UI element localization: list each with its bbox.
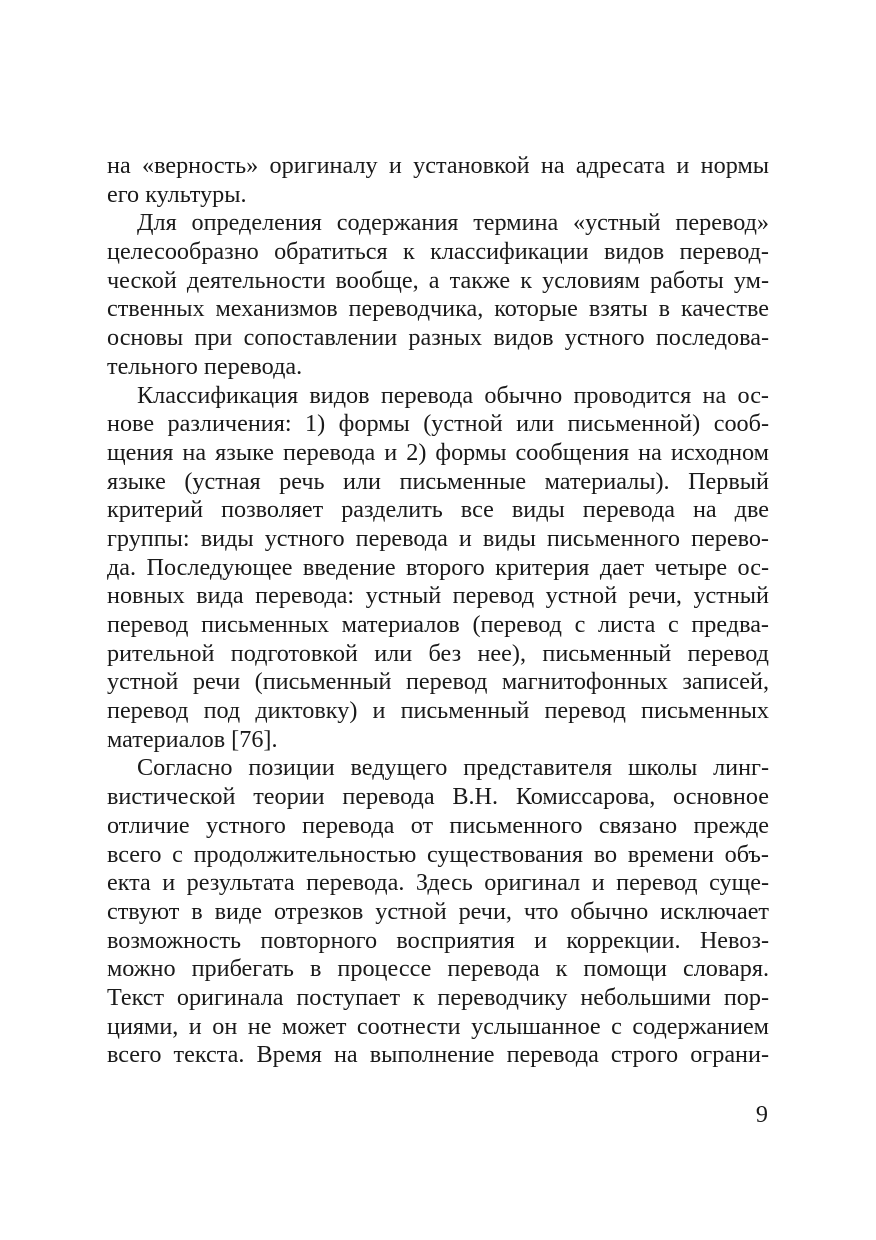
text-line: циями, и он не может соотнести услышанное с содержанием [107, 1012, 769, 1040]
text-line: Согласно позиции ведущего представителя школы линг- [137, 754, 769, 782]
text-line: перевод под диктовку) и письменный перевод письменных [107, 697, 769, 725]
text-line: екта и результата перевода. Здесь оригинал и перевод суще- [107, 869, 769, 897]
text-line: нове различения: 1) формы (устной или письменной) сооб- [107, 410, 769, 438]
text-line: устной речи (письменный перевод магнитофонных записей, [107, 668, 769, 696]
text-line: всего текста. Время на выполнение перевода строго ограни- [107, 1041, 769, 1069]
text-line: отличие устного перевода от письменного связано прежде [107, 811, 769, 839]
text-line: ческой деятельности вообще, а также к условиям работы ум- [107, 266, 769, 294]
text-line: новных вида перевода: устный перевод устной речи, устный [107, 582, 769, 610]
text-line: Для определения содержания термина «устный перевод» [137, 209, 769, 237]
paragraph-1 [107, 152, 769, 209]
text-line: Классификация видов перевода обычно проводится на ос- [137, 381, 769, 409]
text-line: Текст оригинала поступает к переводчику небольшими пор- [107, 983, 769, 1011]
page-number: 9 [755, 1101, 768, 1128]
text-line: языке (устная речь или письменные материалы). Первый [107, 467, 769, 495]
text-line: вистической теории перевода В.Н. Комиссарова, основное [107, 783, 769, 811]
text-line: рительной подготовкой или без нее), письменный перевод [107, 639, 769, 667]
text-line: целесообразно обратиться к классификации видов перевод- [107, 238, 769, 266]
text-line: материалов [76]. [107, 725, 278, 753]
text-line: щения на языке перевода и 2) формы сообщения на исходном [107, 438, 769, 466]
text-line: перевод письменных материалов (перевод с листа с предва- [107, 611, 769, 638]
text-line: на «верность» оригиналу и установкой на адресата и нормы [107, 152, 769, 179]
text-line: тельного перевода. [107, 352, 303, 380]
body-text [107, 152, 769, 1070]
text-line: ствуют в виде отрезков устной речи, что обычно исключает [107, 897, 769, 925]
paragraph-2 [107, 209, 769, 381]
text-line: группы: виды устного перевода и виды письменного перево- [107, 524, 769, 552]
text-line: можно прибегать в процессе перевода к помощи словаря. [107, 955, 769, 983]
text-line: возможность повторного восприятия и коррекции. Невоз- [107, 926, 769, 954]
text-line: основы при сопоставлении разных видов устного последова- [107, 324, 769, 352]
text-line: ственных механизмов переводчика, которые взяты в качестве [107, 295, 769, 323]
text-line: его культуры. [107, 180, 247, 208]
text-line: всего с продолжительностью существования во времени объ- [107, 840, 769, 868]
text-line: критерий позволяет разделить все виды перевода на две [107, 496, 769, 524]
paragraph-4 [107, 754, 769, 1070]
text-line: да. Последующее введение второго критерия дает четыре ос- [107, 553, 769, 581]
paragraph-3 [107, 382, 769, 755]
